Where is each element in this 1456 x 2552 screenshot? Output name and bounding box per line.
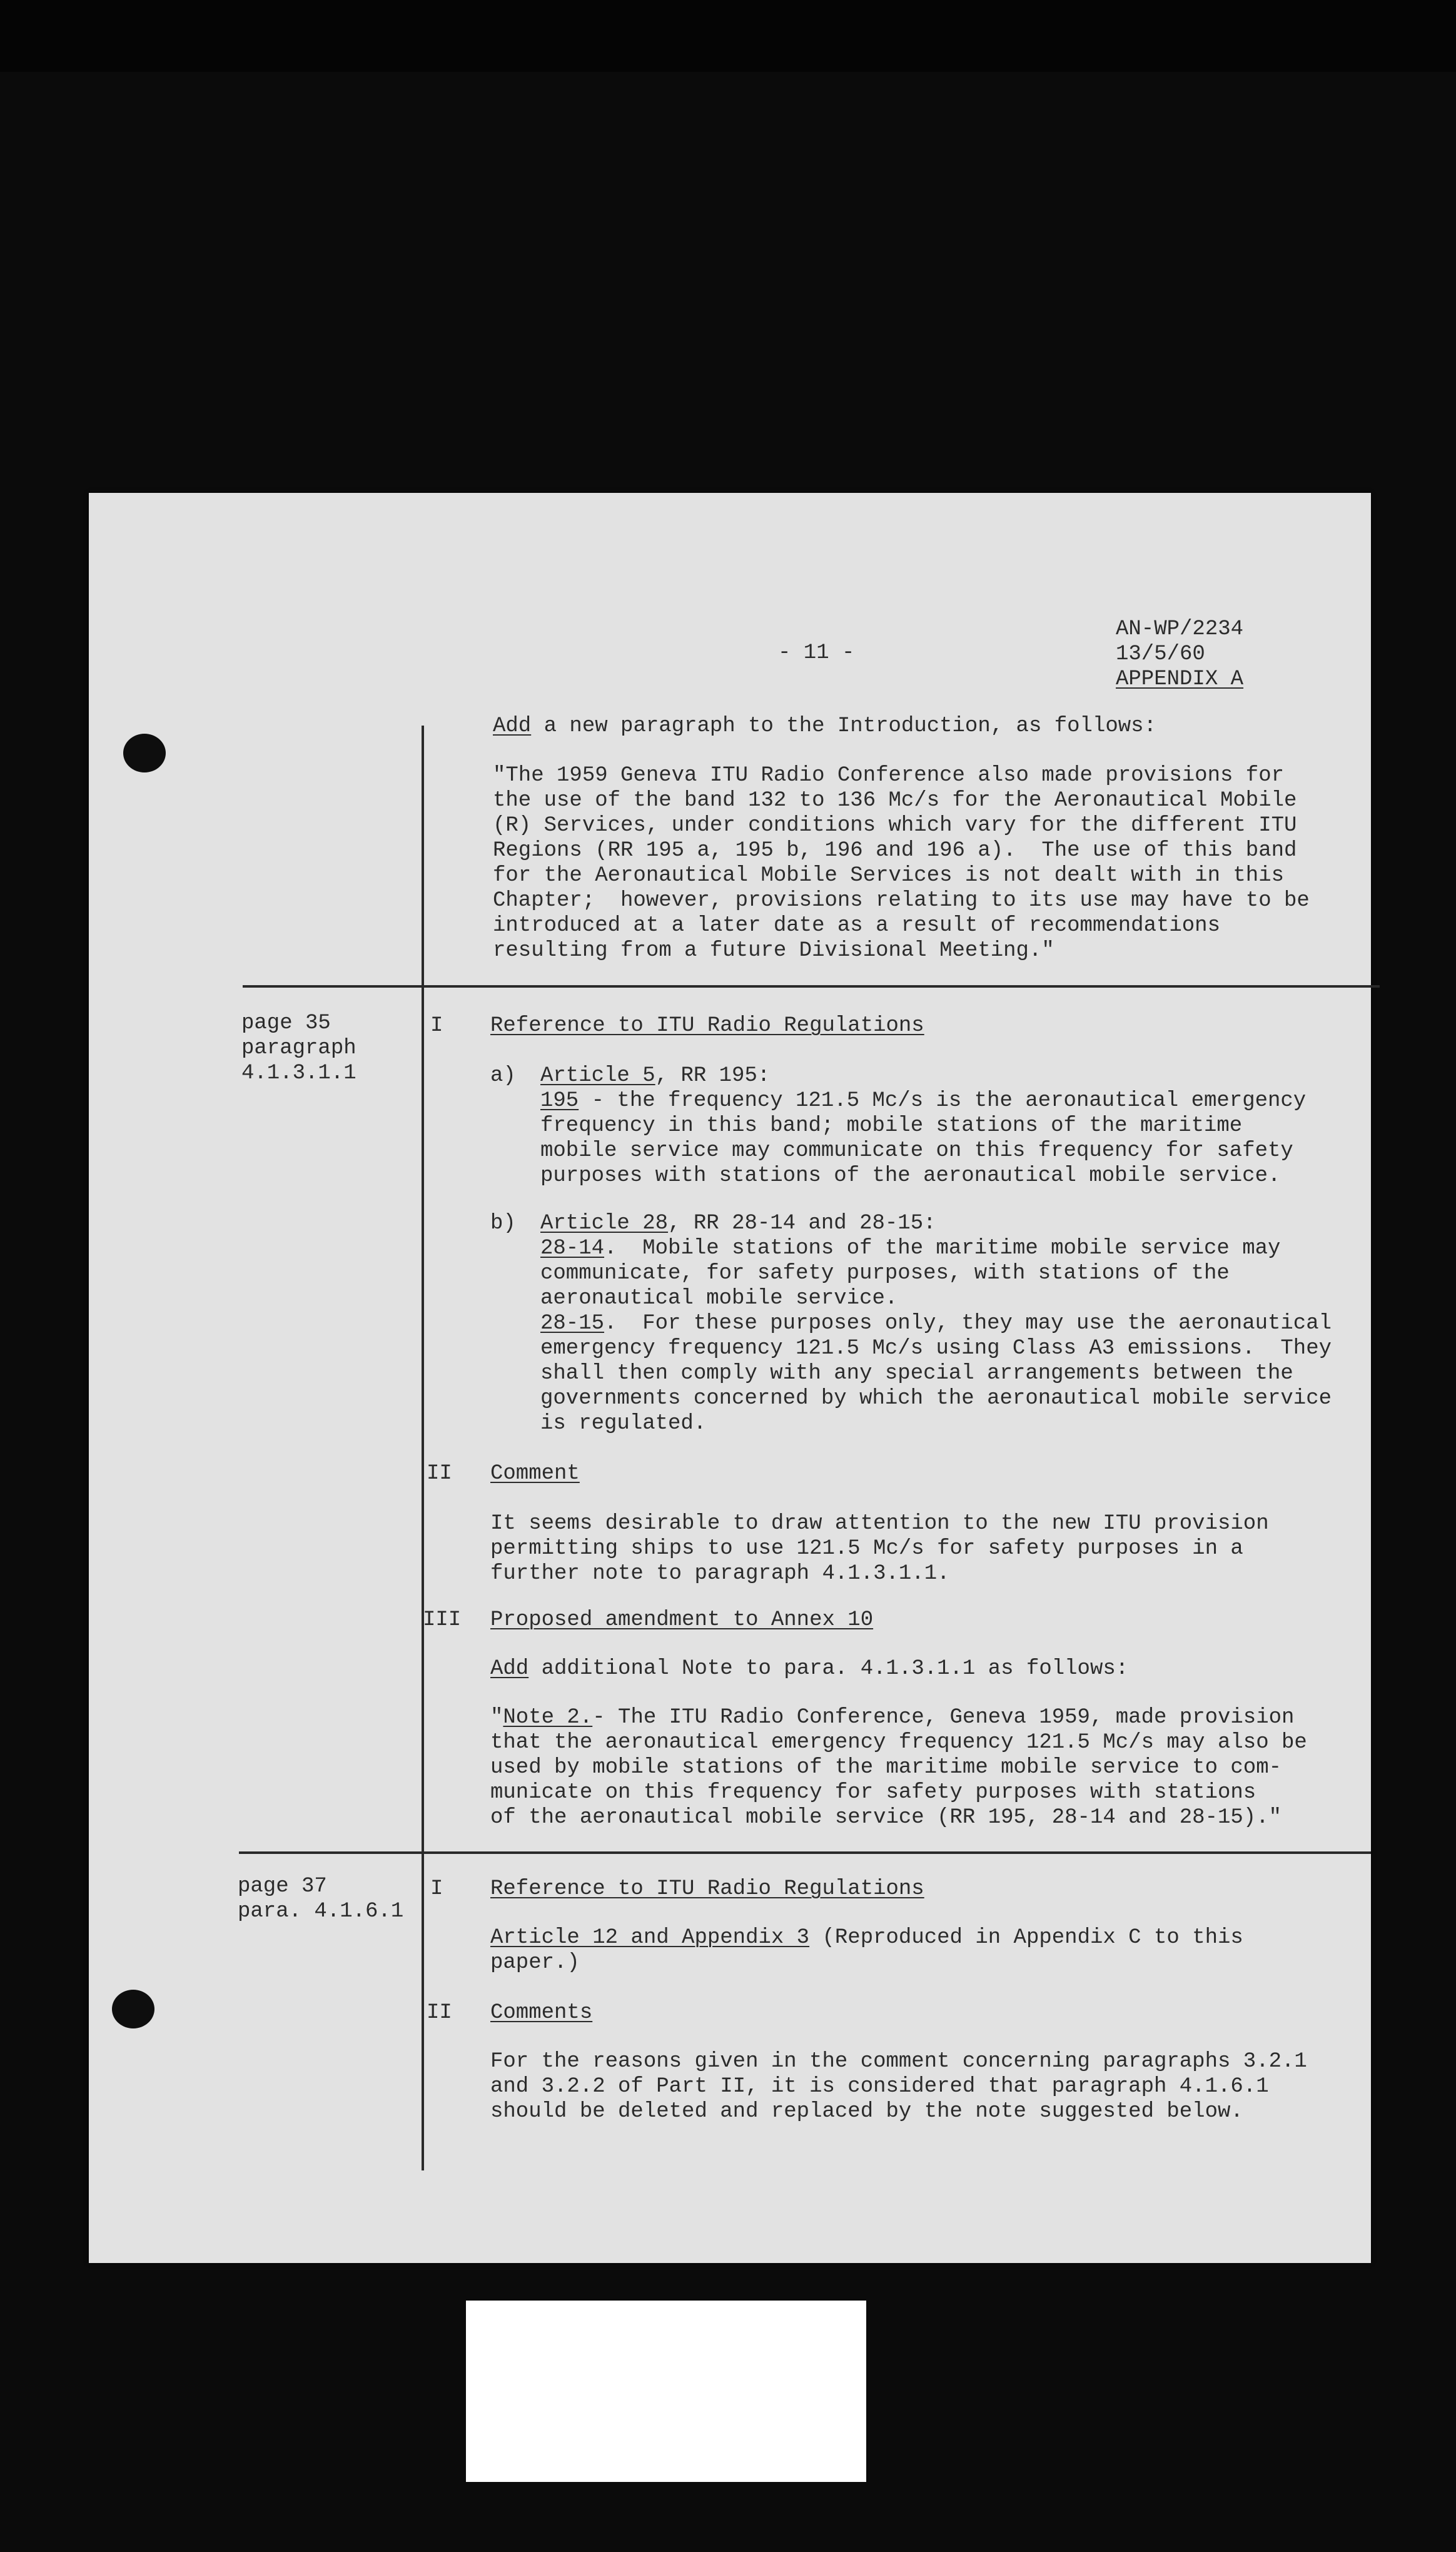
roman-numeral: II <box>427 1462 452 1486</box>
article-reference <box>540 1211 936 1236</box>
intro-quote-line: the use of the band 132 to 136 Mc/s for the Aeronautical Mobile <box>493 789 1297 813</box>
intro-quote-line: introduced at a later date as a result of recommendations <box>493 914 1220 938</box>
document-reference: AN-WP/2234 <box>1116 617 1244 641</box>
body-line: further note to paragraph 4.1.3.1.1. <box>490 1562 950 1586</box>
margin-ref-37: page 37 <box>238 1875 327 1898</box>
body-line <box>540 1311 1332 1336</box>
scanner-top-band <box>0 0 1456 72</box>
body-line: used by mobile stations of the maritime mobile service to com- <box>490 1756 1282 1780</box>
quote-mark: " <box>490 1706 503 1729</box>
punch-hole-top <box>123 734 166 772</box>
intro-quote-line: (R) Services, under conditions which vary for the different ITU <box>493 814 1297 838</box>
body-line: aeronautical mobile service. <box>540 1287 898 1310</box>
body-line: governments concerned by which the aeronautical mobile service <box>540 1387 1332 1410</box>
section-rule-2 <box>239 1851 1371 1854</box>
column-divider <box>422 726 424 2170</box>
rule-number: 28-14 <box>540 1237 605 1260</box>
intro-quote-line: "The 1959 Geneva ITU Radio Conference also made provisions for <box>493 764 1285 787</box>
body-line: It seems desirable to draw attention to the new ITU provision <box>490 1512 1269 1536</box>
body-line: and 3.2.2 of Part II, it is considered that paragraph 4.1.6.1 <box>490 2075 1269 2099</box>
list-marker: b) <box>490 1212 516 1235</box>
roman-numeral: I <box>430 1014 443 1038</box>
intro-quote-line: resulting from a future Divisional Meeting." <box>493 939 1054 963</box>
section-rule-1 <box>243 985 1380 988</box>
body-line: purposes with stations of the aeronautical mobile service. <box>540 1164 1281 1188</box>
rule-number: 195 <box>540 1089 579 1113</box>
add-keyword: Add <box>490 1657 529 1681</box>
margin-ref-35: 4.1.3.1.1 <box>241 1061 356 1085</box>
punch-hole-bottom <box>112 1990 154 2028</box>
amendment-instruction-text: additional Note to para. 4.1.3.1.1 as follows: <box>528 1657 1129 1681</box>
note-label: Note 2. <box>503 1706 593 1729</box>
margin-ref-35: paragraph <box>241 1036 356 1060</box>
article-rule: , RR 28-14 and 28-15: <box>668 1212 936 1235</box>
document-page <box>89 493 1371 2263</box>
section-heading: Comments <box>490 2001 593 2025</box>
body-line: emergency frequency 121.5 Mc/s using Class A3 emissions. They <box>540 1337 1332 1360</box>
rule-text: - the frequency 121.5 Mc/s is the aeronautical emergency <box>579 1089 1307 1113</box>
article-reference: Article 12 and Appendix 3 <box>490 1926 810 1950</box>
margin-ref-37: para. 4.1.6.1 <box>238 1900 404 1923</box>
body-line: communicate, for safety purposes, with stations of the <box>540 1262 1230 1285</box>
body-line: should be deleted and replaced by the note suggested below. <box>490 2100 1243 2124</box>
intro-quote-line: Regions (RR 195 a, 195 b, 196 and 196 a). The use of this band <box>493 839 1297 863</box>
margin-ref-35: page 35 <box>241 1011 331 1035</box>
article-note: (Reproduced in Appendix C to this <box>809 1926 1243 1950</box>
list-marker: a) <box>490 1064 516 1088</box>
article-title: Article 5 <box>540 1064 655 1088</box>
section-heading: Reference to ITU Radio Regulations <box>490 1014 924 1038</box>
rule-text: . Mobile stations of the maritime mobile service may <box>604 1237 1281 1260</box>
roman-numeral: II <box>427 2001 452 2025</box>
note-text: - The ITU Radio Conference, Geneva 1959, made provision <box>592 1706 1295 1729</box>
intro-instruction <box>493 714 1156 739</box>
body-line: that the aeronautical emergency frequency 121.5 Mc/s may also be <box>490 1731 1307 1754</box>
article-rule: , RR 195: <box>655 1064 771 1088</box>
amendment-instruction <box>490 1656 1128 1681</box>
intro-instruction-text: a new paragraph to the Introduction, as follows: <box>531 714 1156 738</box>
rule-text: . For these purposes only, they may use the aeronautical <box>604 1312 1332 1335</box>
body-line: paper.) <box>490 1951 580 1975</box>
body-line: For the reasons given in the comment concerning paragraphs 3.2.1 <box>490 2050 1307 2074</box>
body-line: shall then comply with any special arrangements between the <box>540 1362 1293 1385</box>
body-line: municate on this frequency for safety purposes with stations <box>490 1781 1256 1805</box>
roman-numeral: I <box>430 1877 443 1901</box>
appendix-label: APPENDIX A <box>1116 667 1244 691</box>
article-reference <box>540 1063 770 1088</box>
intro-quote-line: Chapter; however, provisions relating to its use may have to be <box>493 889 1310 913</box>
roman-numeral: III <box>423 1608 462 1632</box>
body-line: frequency in this band; mobile stations of the maritime <box>540 1114 1243 1138</box>
body-line: of the aeronautical mobile service (RR 195, 28-14 and 28-15)." <box>490 1806 1282 1830</box>
body-line <box>490 1925 1243 1950</box>
section-heading: Reference to ITU Radio Regulations <box>490 1877 924 1901</box>
white-label-card <box>466 2301 866 2482</box>
body-line <box>540 1236 1280 1261</box>
body-line: is regulated. <box>540 1412 707 1436</box>
intro-quote-line: for the Aeronautical Mobile Services is not dealt with in this <box>493 864 1285 888</box>
section-heading: Proposed amendment to Annex 10 <box>490 1608 874 1632</box>
article-title: Article 28 <box>540 1212 669 1235</box>
body-line <box>540 1088 1306 1113</box>
page-number: - 11 - <box>778 641 855 665</box>
body-line: permitting ships to use 121.5 Mc/s for safety purposes in a <box>490 1537 1243 1561</box>
rule-number: 28-15 <box>540 1312 605 1335</box>
add-keyword: Add <box>493 714 532 738</box>
body-line <box>490 1705 1294 1730</box>
section-heading: Comment <box>490 1462 580 1486</box>
document-date: 13/5/60 <box>1116 642 1205 666</box>
body-line: mobile service may communicate on this frequency for safety <box>540 1139 1293 1163</box>
